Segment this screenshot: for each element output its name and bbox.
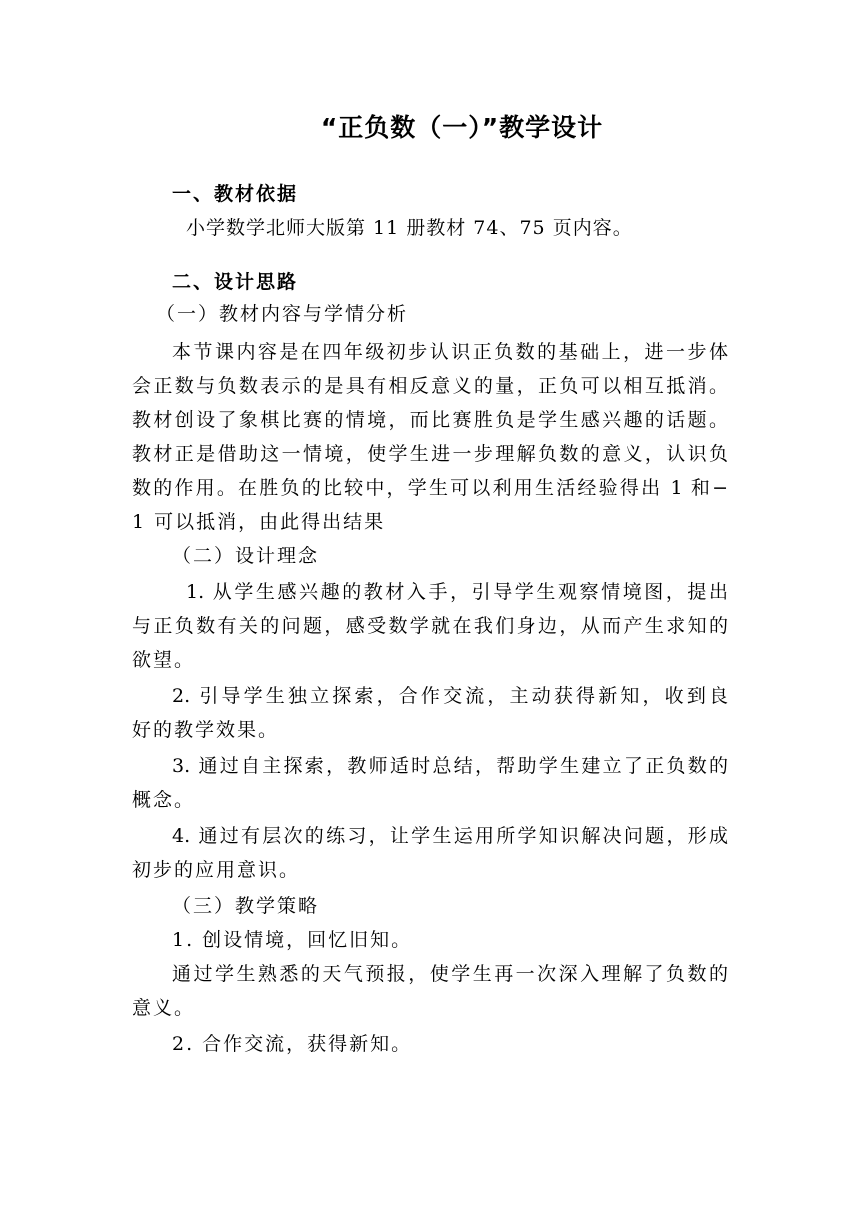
subsection-heading-philosophy: （二）设计理念 <box>172 545 320 567</box>
list-item-line: 4. 通过有层次的练习，让学生运用所学知识解决问题，形成 <box>172 825 728 847</box>
paragraph-line: 1 可以抵消，由此得出结果 <box>132 511 386 533</box>
paragraph-line: 本节课内容是在四年级初步认识正负数的基础上，进一步体 <box>172 341 728 363</box>
strategy-item-line: 意义。 <box>132 997 196 1019</box>
subsection-heading-strategy: （三）教学策略 <box>172 895 320 917</box>
section-heading-basis: 一、教材依据 <box>172 183 299 205</box>
section-heading-design: 二、设计思路 <box>172 271 299 293</box>
strategy-item-line: 1. 创设情境，回忆旧知。 <box>172 929 413 951</box>
section-text-basis: 小学数学北师大版第 11 册教材 74、75 页内容。 <box>186 217 633 239</box>
list-item-line: 1. 从学生感兴趣的教材入手，引导学生观察情境图，提出 <box>186 581 728 603</box>
list-item-line: 欲望。 <box>132 649 196 671</box>
strategy-item-line: 通过学生熟悉的天气预报，使学生再一次深入理解了负数的 <box>172 963 728 985</box>
paragraph-line: 教材创设了象棋比赛的情境，而比赛胜负是学生感兴趣的话题。 <box>132 409 728 431</box>
list-item-line: 2. 引导学生独立探索，合作交流，主动获得新知，收到良 <box>172 685 728 707</box>
list-item-line: 概念。 <box>132 789 196 811</box>
strategy-item-line: 2. 合作交流，获得新知。 <box>172 1033 413 1055</box>
list-item-line: 好的教学效果。 <box>132 719 280 741</box>
list-item-line: 3. 通过自主探索，教师适时总结，帮助学生建立了正负数的 <box>172 755 728 777</box>
list-item-line: 与正负数有关的问题，感受数学就在我们身边，从而产生求知的 <box>132 615 728 637</box>
list-item-line: 初步的应用意识。 <box>132 859 301 881</box>
subsection-heading-analysis: （一）教材内容与学情分析 <box>156 303 409 325</box>
paragraph-line: 教材正是借助这一情境，使学生进一步理解负数的意义，认识负 <box>132 443 728 465</box>
document-title: “正负数（一）”教学设计 <box>320 113 604 142</box>
paragraph-line: 会正数与负数表示的是具有相反意义的量，正负可以相互抵消。 <box>132 375 728 397</box>
paragraph-line: 数的作用。在胜负的比较中，学生可以利用生活经验得出 1 和− <box>132 477 728 499</box>
